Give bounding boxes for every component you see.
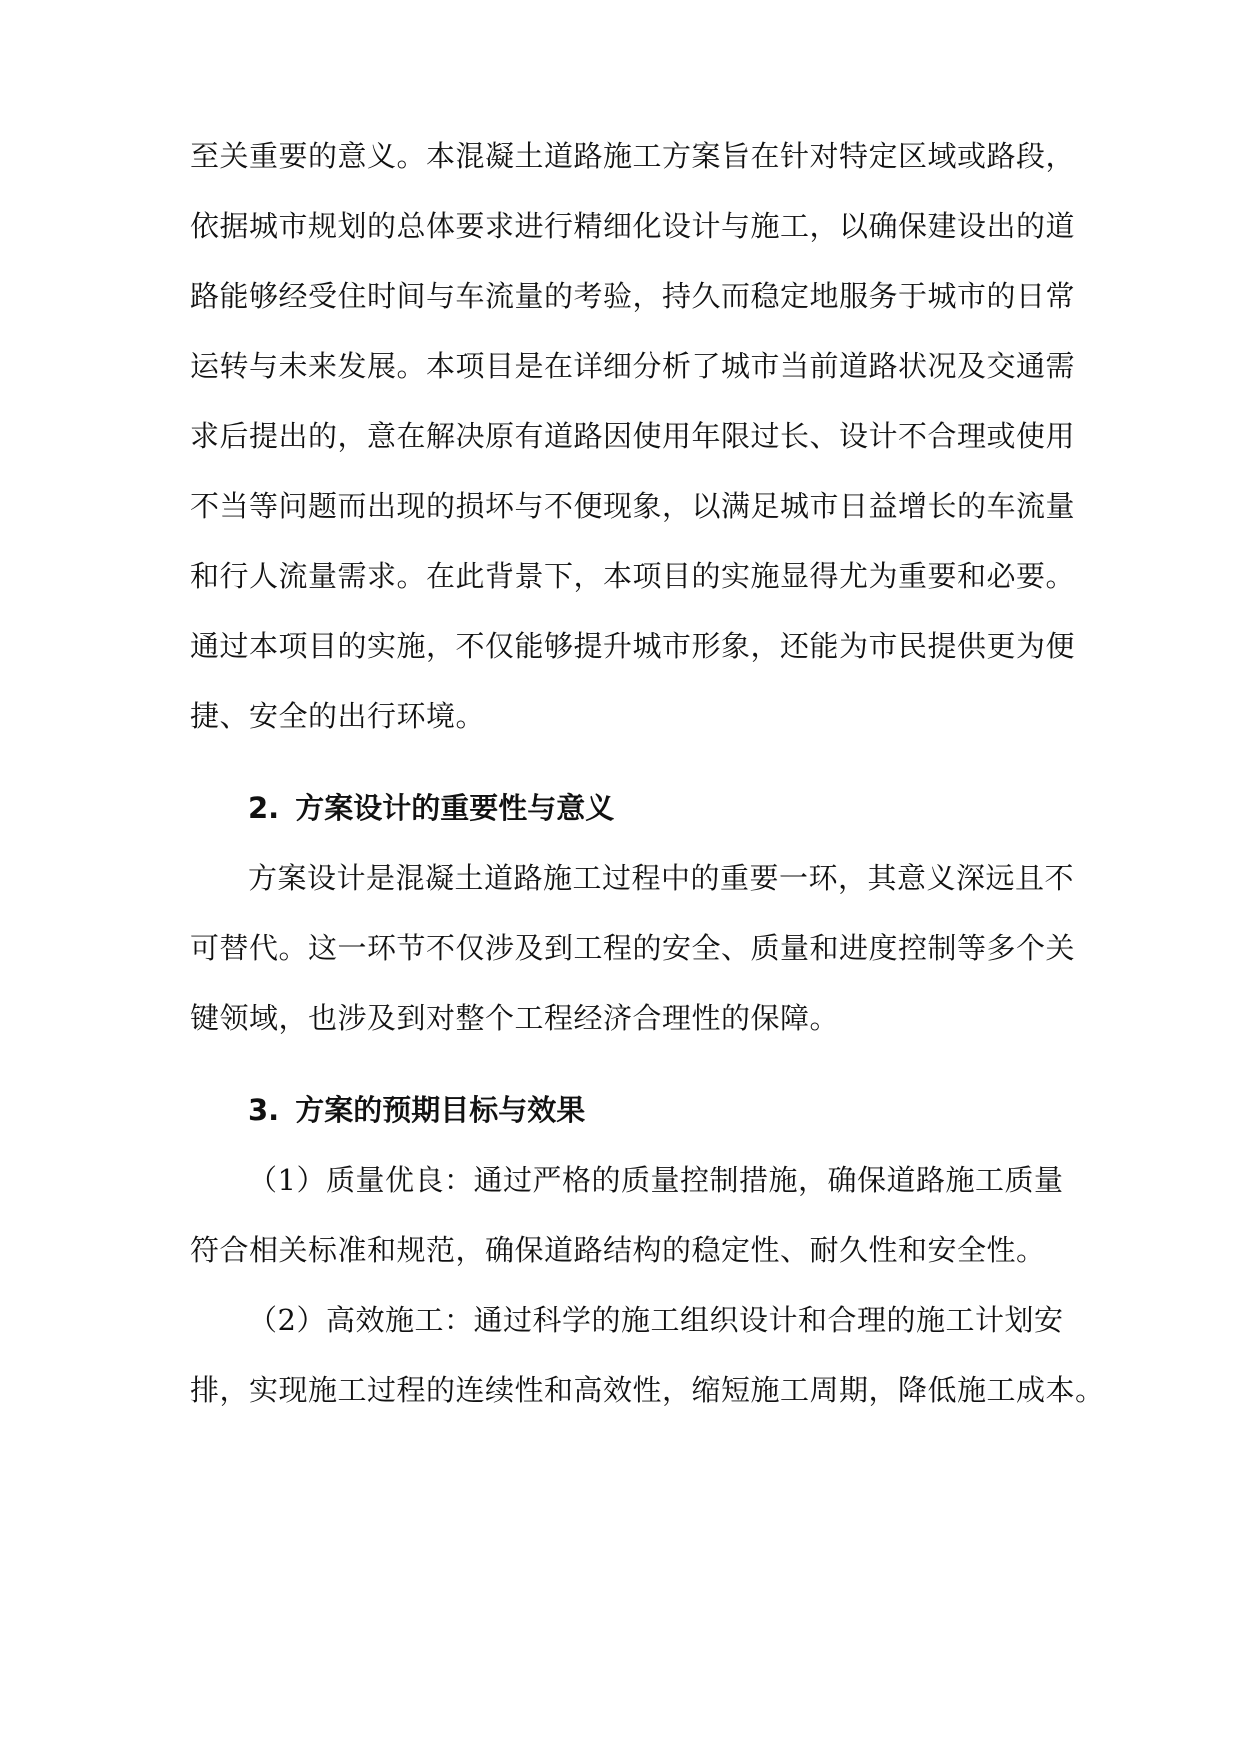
paragraph-line: 求后提出的，意在解决原有道路因使用年限过长、设计不合理或使用 [190,419,1076,453]
section-title: 方案设计的重要性与意义 [295,791,615,825]
paragraph-line: 符合相关标准和规范，确保道路结构的稳定性、耐久性和安全性。 [190,1233,1046,1267]
paragraph-line: （1）质量优良：通过严格的质量控制措施，确保道路施工质量 [248,1163,1064,1197]
section-heading-3 [248,1090,585,1130]
paragraph-line: 通过本项目的实施，不仅能够提升城市形象，还能为市民提供更为便 [190,629,1076,663]
paragraph-line: 方案设计是混凝土道路施工过程中的重要一环，其意义深远且不 [248,861,1075,895]
section-number: 3. [248,1093,280,1127]
section-title: 方案的预期目标与效果 [295,1093,586,1127]
paragraph-line: 排，实现施工过程的连续性和高效性，缩短施工周期，降低施工成本。 [190,1373,1105,1407]
paragraph-line: 不当等问题而出现的损坏与不便现象，以满足城市日益增长的车流量 [190,489,1076,523]
paragraph-line: 可替代。这一环节不仅涉及到工程的安全、质量和进度控制等多个关 [190,931,1076,965]
section-number: 2. [248,791,280,825]
paragraph-line: 路能够经受住时间与车流量的考验，持久而稳定地服务于城市的日常 [190,279,1076,313]
paragraph-line: 至关重要的意义。本混凝土道路施工方案旨在针对特定区域或路段， [190,139,1076,173]
paragraph-line: 依据城市规划的总体要求进行精细化设计与施工，以确保建设出的道 [190,209,1076,243]
paragraph-line: 捷、安全的出行环境。 [190,699,486,733]
paragraph-line: 键领域，也涉及到对整个工程经济合理性的保障。 [190,1001,840,1035]
section-heading-2 [248,788,614,828]
paragraph-line: （2）高效施工：通过科学的施工组织设计和合理的施工计划安 [248,1303,1064,1337]
paragraph-line: 和行人流量需求。在此背景下，本项目的实施显得尤为重要和必要。 [190,559,1076,593]
paragraph-line: 运转与未来发展。本项目是在详细分析了城市当前道路状况及交通需 [190,349,1076,383]
